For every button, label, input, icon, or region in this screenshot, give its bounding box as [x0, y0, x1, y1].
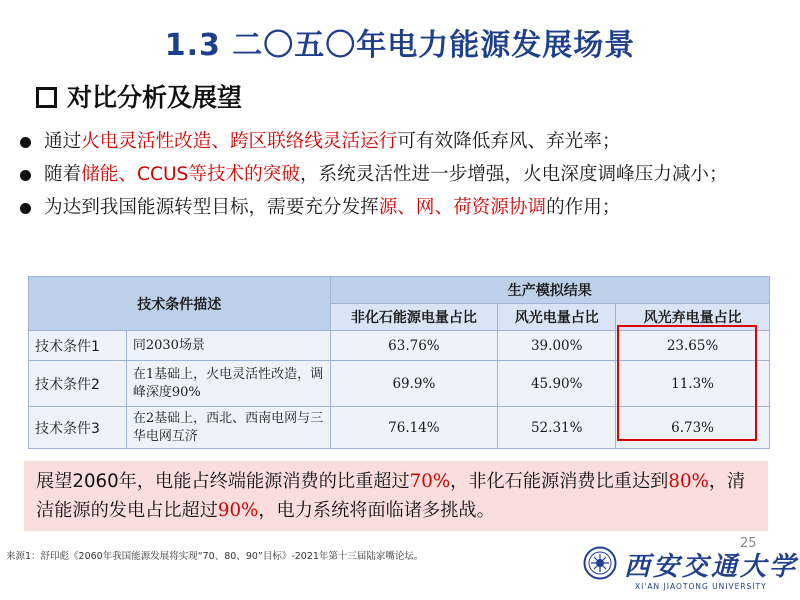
university-emblem-icon — [583, 546, 617, 580]
column-header: 风光电量占比 — [498, 304, 616, 331]
row-description: 在2基础上，西北、西南电网与三华电网互济 — [126, 407, 330, 449]
cell-value: 69.9% — [330, 361, 498, 407]
university-name-cn: 西安交通大学 — [624, 552, 799, 582]
row-name: 技术条件1 — [29, 331, 127, 361]
bullet-list — [18, 127, 788, 226]
column-header: 非化石能源电量占比 — [330, 304, 498, 331]
outlook-value: 80% — [668, 471, 709, 492]
university-name-en: XI'AN JIAOTONG UNIVERSITY — [635, 582, 767, 591]
bullet-highlight: 源、网、荷资源协调 — [378, 197, 547, 218]
bullet-dot-icon — [20, 137, 31, 148]
outlook-text: 展望2060年，电能占终端能源消费的比重超过 — [36, 471, 410, 492]
bullet-item — [18, 160, 788, 190]
outlook-text: ，清洁能源的发电占比超过 — [36, 471, 746, 521]
row-description: 在1基础上，火电灵活性改造，调峰深度90% — [126, 361, 330, 407]
row-name: 技术条件2 — [29, 361, 127, 407]
square-bullet-icon — [36, 87, 57, 108]
cell-value: 63.76% — [330, 331, 498, 361]
column-header: 风光弃电量占比 — [616, 304, 770, 331]
table-header-group: 生产模拟结果 — [330, 277, 770, 304]
table-header-description: 技术条件描述 — [29, 277, 331, 331]
bullet-text-pre: 通过 — [44, 131, 82, 152]
bullet-item — [18, 193, 788, 223]
cell-value: 23.65% — [616, 331, 770, 361]
cell-value: 76.14% — [330, 407, 498, 449]
cell-value: 6.73% — [616, 407, 770, 449]
subtitle-text: 对比分析及展望 — [67, 83, 243, 112]
page-title: 1.3 二〇五〇年电力能源发展场景 — [164, 28, 636, 63]
bullet-dot-icon — [20, 203, 31, 214]
row-name: 技术条件3 — [29, 407, 127, 449]
row-description: 同2030场景 — [126, 331, 330, 361]
cell-value: 45.90% — [498, 361, 616, 407]
outlook-value: 90% — [217, 500, 259, 521]
cell-value: 11.3% — [616, 361, 770, 407]
outlook-text: ，非化石能源消费比重达到 — [450, 471, 669, 492]
source-footnote: 来源1：舒印彪《2060年我国能源发展将实现“70、80、90”目标》-2021年第十三届陆家嘴论坛。 — [6, 551, 424, 562]
outlook-text: ，电力系统将面临诸多挑战。 — [258, 500, 495, 521]
cell-value: 39.00% — [498, 331, 616, 361]
bullet-item — [18, 127, 788, 157]
bullet-text-post: 的作用； — [546, 197, 621, 218]
page-number: 25 — [740, 536, 757, 551]
bullet-text-post: 可有效降低弃风、弃光率； — [397, 131, 621, 152]
bullet-highlight: 储能、CCUS等技术的突破 — [81, 164, 300, 185]
bullet-text-pre: 随着 — [44, 164, 82, 185]
bullet-highlight: 火电灵活性改造、跨区联络线灵活运行 — [81, 131, 398, 152]
highlight-frame — [617, 325, 757, 441]
outlook-box — [24, 461, 768, 531]
outlook-value: 70% — [409, 471, 451, 492]
bullet-dot-icon — [20, 170, 31, 181]
bullet-text-post: ，系统灵活性进一步增强，火电深度调峰压力减小； — [299, 164, 728, 185]
bullet-text-pre: 为达到我国能源转型目标，需要充分发挥 — [44, 197, 379, 218]
section-subtitle — [36, 78, 242, 114]
cell-value: 52.31% — [498, 407, 616, 449]
